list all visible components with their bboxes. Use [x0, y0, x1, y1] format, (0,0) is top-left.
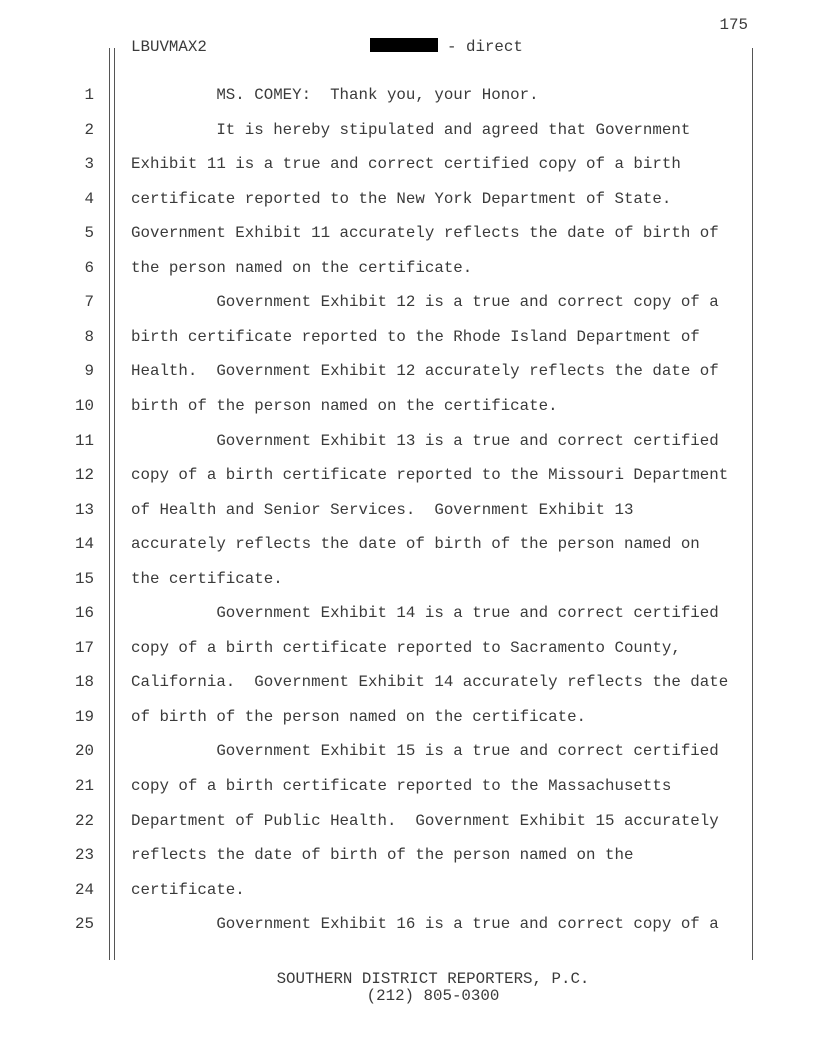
line-number: 8 — [84, 327, 94, 346]
line-number: 5 — [84, 224, 94, 243]
line-number: 14 — [75, 535, 94, 554]
line-number: 19 — [75, 707, 94, 726]
transcript-line: of birth of the person named on the certificate. — [131, 707, 587, 726]
footer-phone: (212) 805-0300 — [366, 987, 500, 1005]
redaction-bar — [370, 38, 438, 52]
line-number: 9 — [84, 362, 94, 381]
header-suffix: - direct — [447, 38, 523, 56]
transcript-line: certificate. — [131, 880, 245, 899]
transcript-line: Government Exhibit 15 is a true and correct certified — [131, 742, 719, 761]
line-number: 12 — [75, 466, 94, 485]
line-number: 25 — [75, 915, 94, 934]
transcript-line: the person named on the certificate. — [131, 258, 473, 277]
line-number: 20 — [75, 742, 94, 761]
transcript-line: copy of a birth certificate reported to the Missouri Department — [131, 466, 729, 485]
line-number: 21 — [75, 777, 94, 795]
footer-reporter: SOUTHERN DISTRICT REPORTERS, P.C. — [276, 970, 590, 988]
line-number: 6 — [84, 258, 94, 277]
transcript-line: Government Exhibit 11 accurately reflects the date of birth of — [131, 224, 719, 243]
transcript-line: copy of a birth certificate reported to Sacramento County, — [131, 638, 681, 657]
transcript-line: Exhibit 11 is a true and correct certified copy of a birth — [131, 155, 681, 174]
transcript-line: Government Exhibit 13 is a true and correct certified — [131, 431, 719, 450]
transcript-line: birth certificate reported to the Rhode Island Department of — [131, 327, 700, 346]
line-number: 24 — [75, 880, 94, 899]
line-number: 1 — [84, 86, 94, 104]
transcript-line: Department of Public Health. Government Exhibit 15 accurately — [131, 811, 719, 830]
transcript-line: Government Exhibit 16 is a true and correct copy of a — [131, 915, 719, 934]
line-number: 2 — [84, 120, 94, 139]
line-number: 3 — [84, 155, 94, 174]
transcript-line: certificate reported to the New York Department of State. — [131, 189, 672, 208]
header-code: LBUVMAX2 — [131, 38, 207, 56]
line-number: 17 — [75, 638, 94, 657]
left-margin-rule-outer — [109, 48, 110, 960]
line-number: 15 — [75, 569, 94, 588]
transcript-line: Health. Government Exhibit 12 accurately reflects the date of — [131, 362, 719, 381]
line-number: 4 — [84, 189, 94, 208]
line-number: 13 — [75, 500, 94, 519]
transcript-line: MS. COMEY: Thank you, your Honor. — [131, 86, 539, 104]
line-number: 16 — [75, 604, 94, 623]
transcript-line: of Health and Senior Services. Government Exhibit 13 — [131, 500, 634, 519]
page-number: 175 — [719, 16, 748, 34]
transcript-line: the certificate. — [131, 569, 283, 588]
transcript-line: copy of a birth certificate reported to the Massachusetts — [131, 777, 672, 795]
line-number: 18 — [75, 673, 94, 692]
transcript-line: reflects the date of birth of the person named on the — [131, 846, 634, 865]
transcript-line: It is hereby stipulated and agreed that Government — [131, 120, 691, 139]
transcript-line: Government Exhibit 12 is a true and correct copy of a — [131, 293, 719, 312]
left-margin-rule-inner — [114, 48, 115, 960]
transcript-line: California. Government Exhibit 14 accurately reflects the date — [131, 673, 729, 692]
line-number: 23 — [75, 846, 94, 865]
transcript-line: birth of the person named on the certificate. — [131, 396, 558, 415]
line-number: 11 — [75, 431, 94, 450]
transcript-line: accurately reflects the date of birth of the person named on — [131, 535, 700, 554]
transcript-line: Government Exhibit 14 is a true and correct certified — [131, 604, 719, 623]
right-margin-rule — [752, 48, 753, 960]
line-number: 7 — [84, 293, 94, 312]
line-number: 10 — [75, 396, 94, 415]
line-number: 22 — [75, 811, 94, 830]
header-witness — [370, 38, 523, 56]
